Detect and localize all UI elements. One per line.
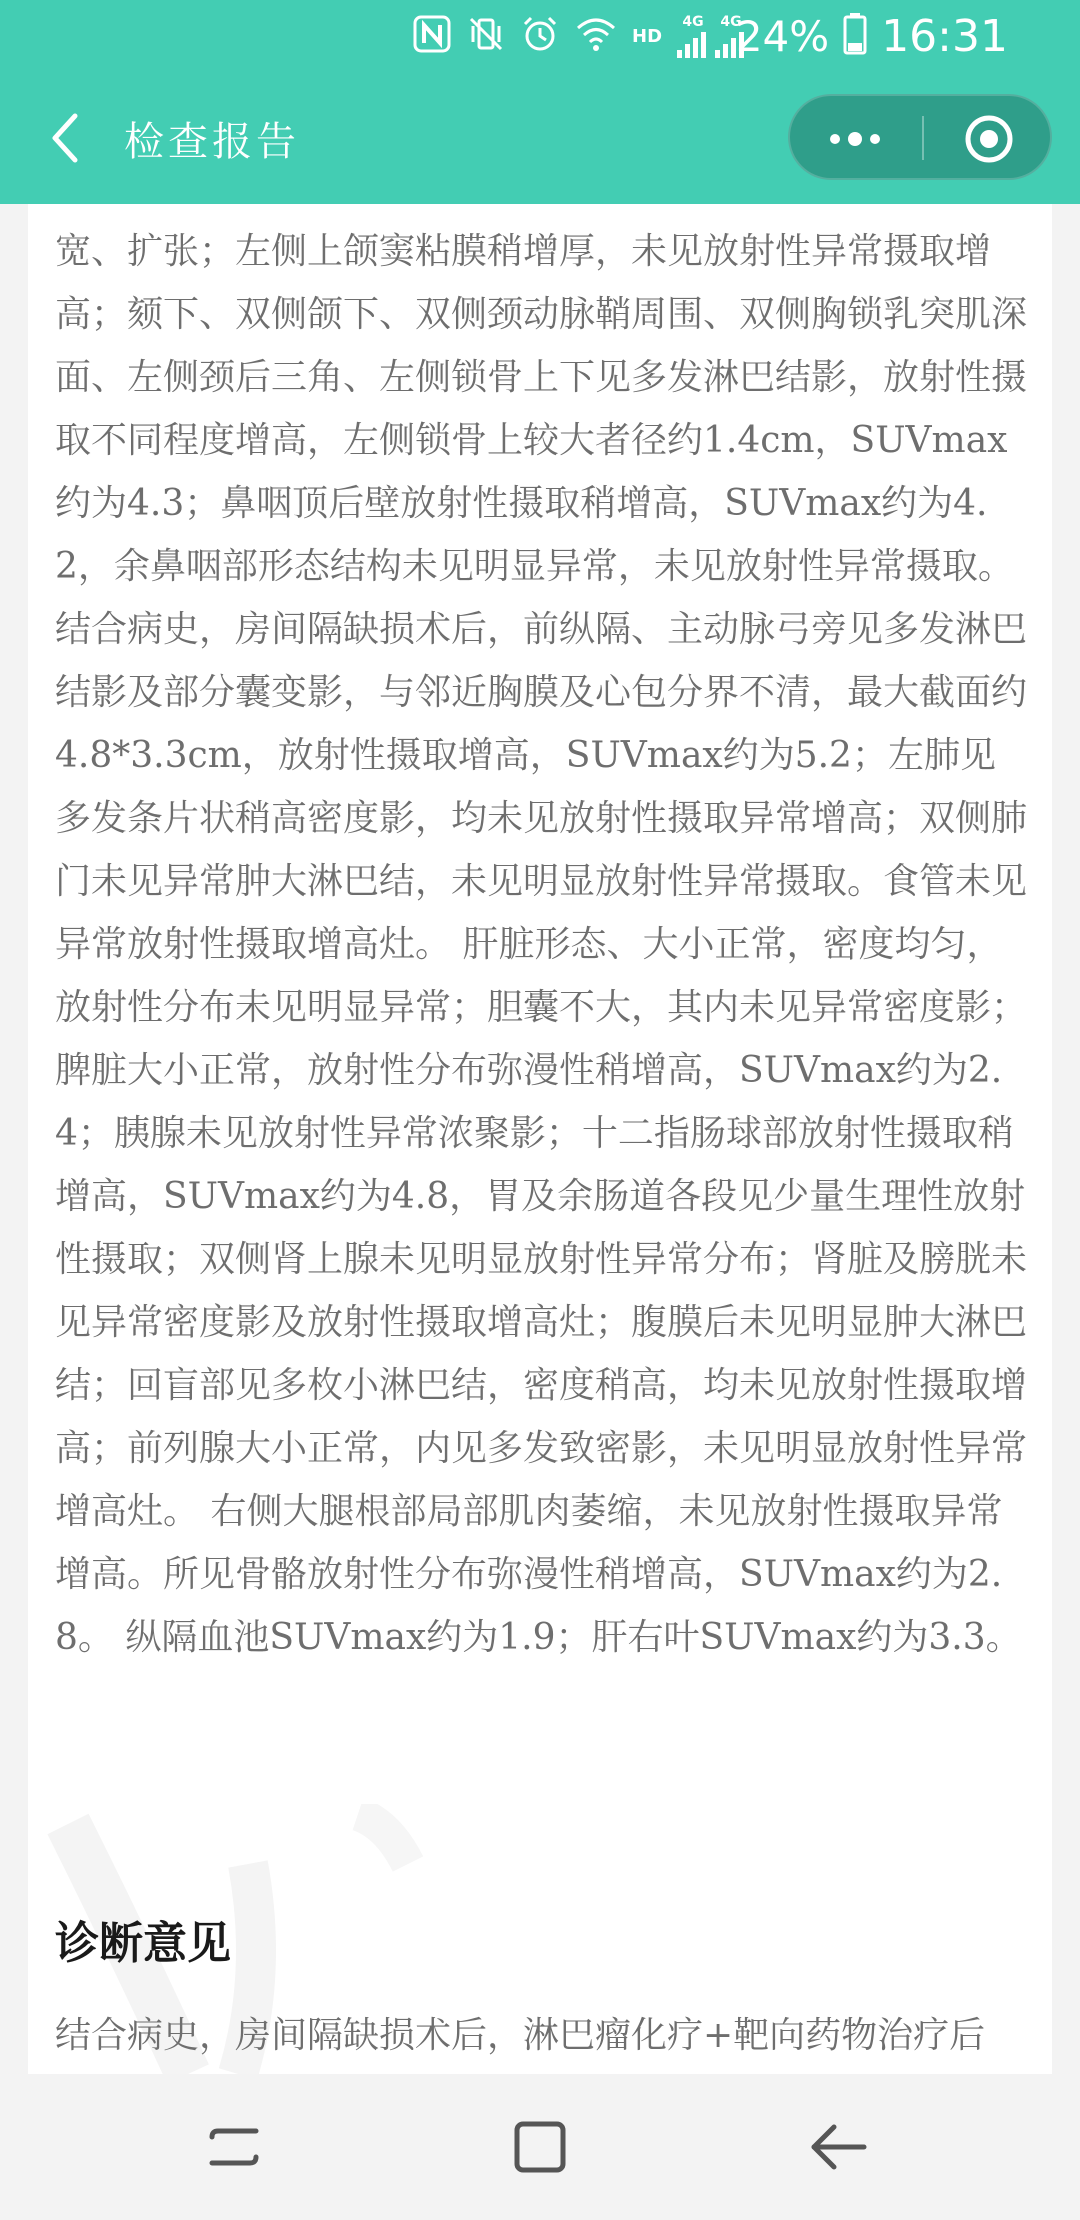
report-content[interactable] [28, 204, 1052, 2074]
system-nav-bar [0, 2074, 1080, 2220]
status-right [736, 6, 1008, 66]
capsule-divider [922, 116, 924, 160]
alarm-icon [520, 14, 560, 58]
more-button[interactable] [790, 96, 920, 182]
page-title: 检查报告 [124, 119, 300, 165]
status-icons [412, 12, 748, 60]
diagnosis-title: 诊断意见 [55, 1918, 231, 1969]
close-button[interactable] [926, 96, 1052, 182]
wifi-icon [574, 14, 618, 58]
findings-text: 宽、扩张；左侧上颌窦粘膜稍增厚，未见放射性异常摄取增高；颏下、双侧颌下、双侧颈动脉鞘周围、双侧胸锁乳突肌深面、左侧颈后三角、左侧锁骨上下见多发淋巴结影，放射性摄取不同程度增高，左侧锁骨上较大者径约1.4cm，SUVmax约为4.3；鼻咽顶后壁放射性摄取稍增高，SUVmax约为4.2，余鼻咽部形态结构未见明显异常，未见放射性异常摄取。 结合病史，房间隔缺损术后，前纵隔、主动脉弓旁见多发淋巴结影及部分囊变影，与邻近胸膜及心包分界不清，最大截面约4.8*3.3cm，放射性摄取增高，SUVmax约为5.2；左肺见多发条片状稍高密度影，均未见放射性摄取异常增高；双侧肺门未见异常肿大淋巴结，未见明显放射性异常摄取。食管未见异常放射性摄取增高灶。 肝脏形态、大小正常，密度均匀，放射性分布未见明显异常；胆囊不大，其内未见异常密度影；脾脏大小正常，放射性分布弥漫性稍增高，SUVmax约为2.4；胰腺未见放射性异常浓聚影；十二指肠球部放射性摄取稍增高，SUVmax约为4.8，胃及余肠道各段见少量生理性放射性摄取；双侧肾上腺未见明显放射性异常分布；肾脏及膀胱未见异常密度影及放射性摄取增高灶；腹膜后未见明显肿大淋巴结；回盲部见多枚小淋巴结，密度稍高，均未见放射性摄取增高；前列腺大小正常，内见多发致密影，未见明显放射性异常增高灶。 右侧大腿根部局部肌肉萎缩，未见放射性摄取异常增高。所见骨骼放射性分布弥漫性稍增高，SUVmax约为2.8。 纵隔血池SUVmax约为1.9；肝右叶SUVmax约为3.3。 [55, 231, 1028, 1658]
battery-icon [843, 13, 867, 59]
battery-percent: 24% [735, 11, 830, 61]
signal-icon: 4G 4G [676, 14, 748, 58]
back-arrow-icon [808, 2119, 868, 2175]
target-close-icon [963, 113, 1015, 165]
recent-apps-icon [206, 2119, 262, 2175]
network-hd-label: HD [632, 25, 663, 47]
recent-apps-button[interactable] [184, 2104, 284, 2190]
mini-program-capsule [788, 94, 1052, 180]
clock: 16:31 [881, 10, 1008, 62]
more-dots-icon [825, 131, 885, 147]
home-square-icon [512, 2119, 568, 2175]
home-button[interactable] [490, 2104, 590, 2190]
nfc-icon [412, 14, 452, 58]
title-bar [0, 72, 1080, 204]
chevron-left-icon [45, 110, 85, 166]
diagnosis-text: 结合病史，房间隔缺损术后，淋巴瘤化疗+靶向药物治疗后 [55, 2015, 986, 2056]
vibrate-mute-icon [466, 14, 506, 58]
back-nav-button[interactable] [788, 2104, 888, 2190]
back-button[interactable] [30, 100, 100, 176]
status-bar [0, 0, 1080, 72]
